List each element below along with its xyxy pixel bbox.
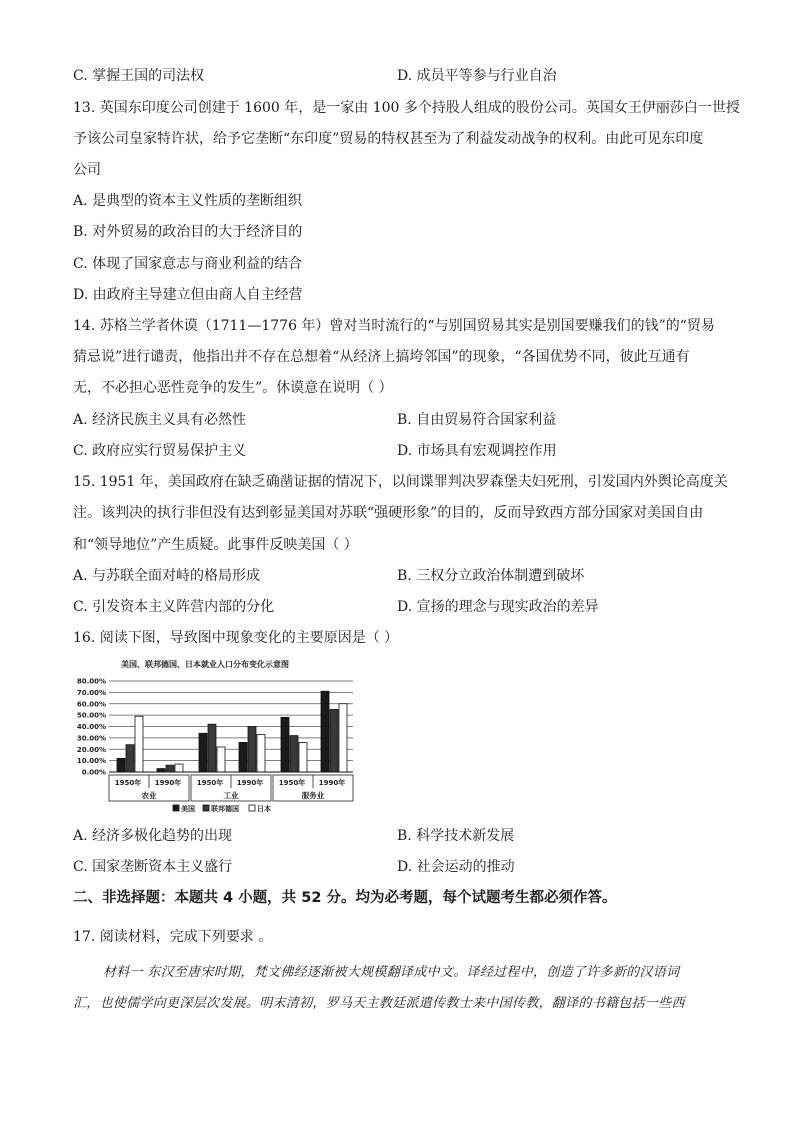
bar-联邦德国 <box>208 724 216 772</box>
legend-label-日本: 日本 <box>257 805 271 813</box>
q15-option-a: A. 与苏联全面对峙的格局形成 <box>73 568 261 584</box>
q14-option-b: B. 自由贸易符合国家利益 <box>397 412 557 428</box>
sector-label: 农业 <box>141 791 157 800</box>
y-tick-label: 20.00% <box>76 745 106 754</box>
q16-stem: 16. 阅读下图，导致图中现象变化的主要原因是（ ） <box>73 630 399 646</box>
bar-联邦德国 <box>330 709 338 772</box>
q13-option-a: A. 是典型的资本主义性质的垄断组织 <box>73 193 303 209</box>
sector-label: 服务业 <box>301 791 325 800</box>
bar-日本 <box>299 742 307 772</box>
q15-stem-line2: 注。该判决的执行非但没有达到彰显美国对苏联“强硬形象”的目的，反而导致西方部分国家对美国自由 <box>73 505 704 521</box>
q15-stem-line3: 和“领导地位”产生质疑。此事件反映美国（ ） <box>73 537 358 553</box>
q13-stem-line2: 予该公司皇家特许状，给予它垄断“东印度”贸易的特权甚至为了利益发动战争的权利。由此可见东印度 <box>73 131 704 147</box>
year-label: 1950年 <box>196 779 224 787</box>
q16-option-d: D. 社会运动的推动 <box>397 859 515 875</box>
employment-chart <box>73 655 358 820</box>
q14-stem-line2: 猜忌说”进行谴责，他指出并不存在总想着“从经济上搞垮邻国”的现象，“各国优势不同，彼此互通有 <box>73 349 690 365</box>
year-label: 1990年 <box>318 779 346 787</box>
q15-option-c: C. 引发资本主义阵营内部的分化 <box>73 599 275 615</box>
chart-title: 美国、联邦德国、日本就业人口分布变化示意图 <box>121 660 289 669</box>
legend-swatch-联邦德国 <box>203 805 209 811</box>
bar-美国 <box>321 691 329 772</box>
q15-stem-line1: 15. 1951 年，美国政府在缺乏确凿证据的情况下，以间谍罪判决罗森堡夫妇死刑，引发国内外舆论高度关 <box>73 474 728 490</box>
y-tick-label: 0.00% <box>81 768 106 777</box>
q13-stem-line1: 13. 英国东印度公司创建于 1600 年，是一家由 100 多个持股人组成的股份公司。英国女王伊丽莎白一世授 <box>73 100 740 116</box>
q13-option-b: B. 对外贸易的政治目的大于经济目的 <box>73 224 303 240</box>
q15-option-b: B. 三权分立政治体制遭到破坏 <box>397 568 585 584</box>
q13-stem-line3: 公司 <box>73 162 101 178</box>
bar-美国 <box>199 733 207 772</box>
q14-option-d: D. 市场具有宏观调控作用 <box>397 443 557 459</box>
q12-option-d: D. 成员平等参与行业自治 <box>397 68 557 84</box>
legend-swatch-日本 <box>249 805 255 811</box>
q14-stem-line3: 无，不必担心恶性竞争的发生”。休谟意在说明（ ） <box>73 380 393 396</box>
bar-联邦德国 <box>248 727 256 773</box>
y-tick-label: 30.00% <box>76 734 106 743</box>
q14-option-a: A. 经济民族主义具有必然性 <box>73 412 247 428</box>
legend-label-联邦德国: 联邦德国 <box>211 805 239 813</box>
y-tick-label: 50.00% <box>76 711 106 720</box>
bar-联邦德国 <box>126 745 134 772</box>
y-tick-label: 80.00% <box>76 677 106 686</box>
bar-日本 <box>135 716 143 772</box>
year-label: 1950年 <box>114 779 142 787</box>
year-label: 1990年 <box>154 779 182 787</box>
bar-日本 <box>339 704 347 772</box>
bar-日本 <box>217 747 225 772</box>
sector-label: 工业 <box>223 791 239 800</box>
y-tick-label: 40.00% <box>76 723 106 731</box>
bar-美国 <box>281 717 289 772</box>
employment-chart-svg <box>73 655 358 820</box>
q13-option-c: C. 体现了国家意志与商业利益的结合 <box>73 256 303 272</box>
legend-swatch-美国 <box>173 805 179 811</box>
bar-日本 <box>175 764 183 772</box>
y-tick-label: 60.00% <box>76 700 106 709</box>
q17-material-line1: 材料一 东汉至唐宋时期，梵文佛经逐渐被大规模翻译成中文。译经过程中，创造了许多新的汉语词 <box>103 965 680 980</box>
bar-联邦德国 <box>290 736 298 772</box>
legend-label-美国: 美国 <box>181 805 195 813</box>
year-label: 1950年 <box>278 779 306 787</box>
q14-stem-line1: 14. 苏格兰学者休谟（1711—1776 年）曾对当时流行的“与别国贸易其实是别国要赚我们的钱”的“贸易 <box>73 318 715 334</box>
q16-option-c: C. 国家垄断资本主义盛行 <box>73 859 233 875</box>
q16-option-a: A. 经济多极化趋势的出现 <box>73 828 233 844</box>
bar-美国 <box>239 742 247 772</box>
q15-option-d: D. 宣扬的理念与现实政治的差异 <box>397 599 599 615</box>
q14-option-c: C. 政府应实行贸易保护主义 <box>73 443 247 459</box>
bar-美国 <box>157 769 165 772</box>
q13-option-d: D. 由政府主导建立但由商人自主经营 <box>73 287 303 303</box>
bar-美国 <box>117 758 125 772</box>
year-label: 1990年 <box>236 779 264 787</box>
y-tick-label: 10.00% <box>76 757 106 766</box>
section-heading: 二、非选择题：本题共 4 小题，共 52 分。均为必考题，每个试题考生都必须作答。 <box>73 890 617 906</box>
q12-option-c: C. 掌握王国的司法权 <box>73 68 205 84</box>
q17-stem: 17. 阅读材料，完成下列要求 。 <box>73 929 273 945</box>
bar-联邦德国 <box>166 765 174 772</box>
q16-option-b: B. 科学技术新发展 <box>397 828 515 844</box>
q17-material-line2: 汇，也使儒学向更深层次发展。明末清初，罗马天主教廷派遣传教士来中国传教，翻译的书籍包括一些西 <box>73 996 685 1011</box>
y-tick-label: 70.00% <box>76 688 106 697</box>
bar-日本 <box>257 734 265 772</box>
